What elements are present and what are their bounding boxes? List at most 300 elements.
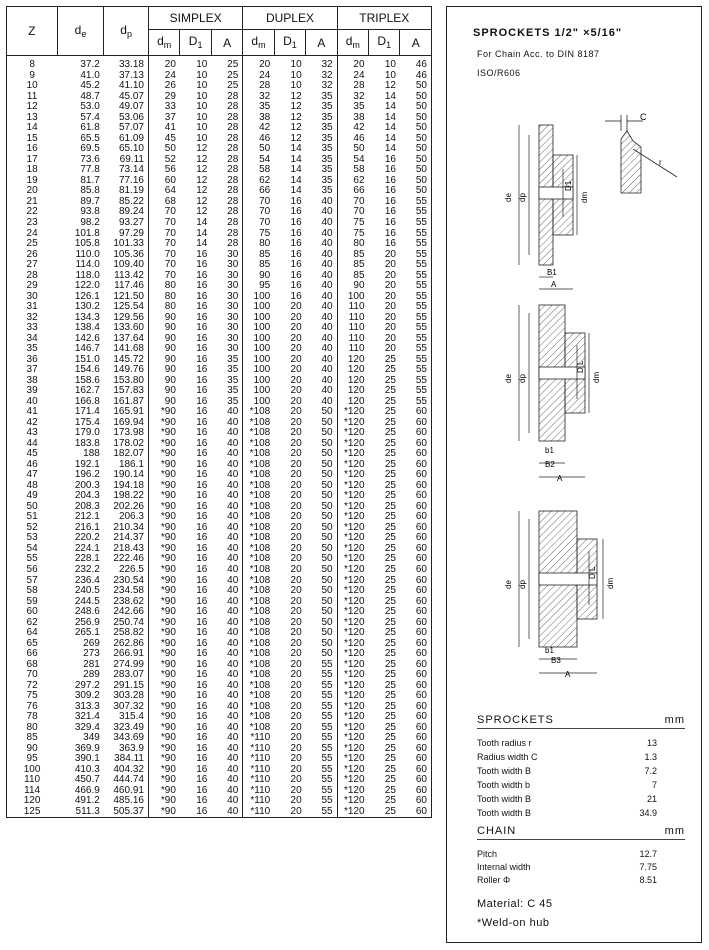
cell-d-d1: 20 [290, 437, 302, 449]
cell-t-dm: 90 [337, 281, 368, 292]
cell-s-dm: *90 [148, 544, 179, 555]
cell-s-dm: 45 [148, 134, 179, 145]
table-row [7, 270, 432, 281]
cell-t-dm: *120 [337, 554, 368, 565]
cell-s-d1: 16 [196, 511, 208, 523]
cell-d-a: 50 [321, 511, 333, 523]
cell-d-dm: 100 [243, 291, 274, 302]
cell-d-dm: *108 [243, 596, 274, 607]
cell-de: 118.0 [75, 269, 100, 281]
cell-d-d1: 20 [290, 385, 302, 397]
cell-dp: 234.58 [113, 585, 144, 597]
cell-d-a: 32 [321, 59, 333, 71]
cell-s-d1: 10 [196, 90, 208, 102]
cell-s-dm: *90 [148, 701, 179, 712]
cell-s-a: 30 [227, 343, 239, 355]
cell-s-d1: 16 [196, 374, 208, 386]
header-simplex-d1: $D_1$ [180, 30, 211, 56]
header-duplex-a: A [306, 30, 337, 56]
cell-de: 256.9 [74, 616, 100, 628]
cell-t-dm: 120 [337, 354, 368, 365]
cell-s-d1: 16 [196, 448, 208, 460]
cell-s-d1: 16 [196, 469, 208, 481]
spec-row [477, 862, 685, 872]
svg-text:D L: D L [588, 566, 597, 579]
cell-d-d1: 20 [290, 500, 302, 512]
cell-z: 14 [26, 122, 38, 134]
cell-t-dm: *120 [337, 533, 368, 544]
cell-t-a: 50 [415, 164, 427, 176]
cell-t-d1: 25 [384, 648, 396, 660]
cell-de: 240.5 [74, 585, 100, 597]
cell-s-d1: 16 [196, 553, 208, 565]
cell-d-dm: *108 [243, 649, 274, 660]
cell-d-d1: 14 [290, 174, 302, 186]
cell-dp: 73.14 [118, 164, 144, 176]
cell-t-dm: 110 [337, 344, 368, 355]
cell-de: 466.9 [74, 784, 100, 796]
cell-s-d1: 16 [196, 679, 208, 691]
cell-t-d1: 25 [384, 742, 396, 754]
table-row [7, 712, 432, 723]
cell-de: 151.0 [74, 353, 100, 365]
cell-d-dm: *108 [243, 502, 274, 513]
cell-z: 75 [26, 690, 38, 702]
table-row [7, 249, 432, 260]
table-row [7, 670, 432, 681]
cell-s-a: 40 [227, 805, 239, 817]
cell-d-dm: *110 [243, 807, 274, 818]
cell-d-dm: *108 [243, 628, 274, 639]
cell-s-dm: 20 [148, 56, 179, 71]
cell-s-d1: 16 [196, 637, 208, 649]
cell-d-a: 40 [321, 311, 333, 323]
cell-s-dm: 70 [148, 260, 179, 271]
cell-t-d1: 16 [384, 153, 396, 165]
cell-d-dm: *108 [243, 617, 274, 628]
cell-d-a: 40 [321, 206, 333, 218]
cell-de: 154.6 [74, 364, 100, 376]
cell-t-dm: 120 [337, 375, 368, 386]
table-row [7, 439, 432, 450]
cell-d-d1: 20 [290, 364, 302, 376]
cell-d-dm: 100 [243, 333, 274, 344]
cell-d-dm: 100 [243, 312, 274, 323]
cell-z: 52 [26, 521, 38, 533]
cell-de: 98.2 [80, 216, 100, 228]
cell-de: 134.3 [74, 311, 100, 323]
cell-t-d1: 25 [384, 385, 396, 397]
cell-d-d1: 20 [290, 753, 302, 765]
cell-z: 9 [29, 69, 35, 81]
cell-s-d1: 16 [196, 532, 208, 544]
cell-de: 162.7 [74, 385, 100, 397]
cell-s-dm: *90 [148, 565, 179, 576]
duplex-sprocket-drawing [504, 305, 601, 483]
cell-d-a: 40 [321, 280, 333, 292]
cell-s-a: 28 [227, 216, 239, 228]
cell-d-a: 50 [321, 648, 333, 660]
cell-d-a: 35 [321, 143, 333, 155]
cell-s-dm: 60 [148, 176, 179, 187]
cell-z: 78 [26, 711, 38, 723]
cell-t-dm: *120 [337, 502, 368, 513]
cell-s-dm: 90 [148, 386, 179, 397]
cell-s-d1: 12 [196, 143, 208, 155]
header-simplex-a: A [211, 30, 242, 56]
cell-t-d1: 25 [384, 406, 396, 418]
cell-t-a: 50 [415, 132, 427, 144]
cell-s-dm: 41 [148, 123, 179, 134]
cell-s-d1: 16 [196, 742, 208, 754]
cell-z: 59 [26, 595, 38, 607]
cell-t-d1: 20 [384, 248, 396, 260]
cell-t-a: 55 [415, 353, 427, 365]
cell-t-dm: 110 [337, 323, 368, 334]
spec-row [477, 738, 685, 748]
svg-text:b1: b1 [545, 646, 554, 655]
table-row [7, 617, 432, 628]
cell-z: 13 [26, 111, 38, 123]
cell-s-dm: 52 [148, 155, 179, 166]
svg-text:b1: b1 [545, 446, 554, 455]
table-row [7, 218, 432, 229]
cell-s-a: 40 [227, 448, 239, 460]
spec-value: 7 [651, 780, 657, 790]
cell-s-dm: *90 [148, 460, 179, 471]
cell-t-a: 55 [415, 364, 427, 376]
cell-z: 24 [26, 227, 38, 239]
cell-t-a: 60 [415, 606, 427, 618]
cell-dp: 129.56 [113, 311, 144, 323]
cell-d-a: 50 [321, 616, 333, 628]
cell-d-dm: 70 [243, 207, 274, 218]
sprocket-dimension-table [6, 6, 432, 818]
cell-t-d1: 25 [384, 700, 396, 712]
cell-s-dm: *90 [148, 638, 179, 649]
cell-s-d1: 16 [196, 458, 208, 470]
cell-s-d1: 10 [196, 59, 208, 71]
cell-z: 46 [26, 458, 38, 470]
header-triplex-d1: $D_1$ [369, 30, 400, 56]
cell-d-a: 35 [321, 101, 333, 113]
cell-s-d1: 16 [196, 542, 208, 554]
weld-on-hub-note: *Weld-on hub [477, 917, 550, 929]
cell-d-d1: 20 [290, 490, 302, 502]
cell-d-dm: *110 [243, 754, 274, 765]
cell-dp: 121.50 [113, 290, 144, 302]
cell-t-d1: 16 [384, 206, 396, 218]
spec-label: Pitch [477, 849, 498, 859]
cell-dp: 384.11 [114, 753, 144, 765]
cell-de: 85.8 [80, 185, 100, 197]
cell-s-dm: *90 [148, 796, 179, 807]
cell-de: 188 [83, 448, 100, 460]
cell-z: 114 [24, 784, 41, 796]
cell-s-a: 40 [227, 721, 239, 733]
cell-t-a: 60 [415, 679, 427, 691]
svg-text:A: A [557, 474, 563, 483]
cell-s-a: 40 [227, 595, 239, 607]
cell-s-dm: *90 [148, 712, 179, 723]
cell-de: 183.8 [74, 437, 100, 449]
cell-t-dm: *120 [337, 659, 368, 670]
cell-d-dm: *108 [243, 491, 274, 502]
cell-s-d1: 16 [196, 732, 208, 744]
cell-dp: 37.13 [118, 69, 144, 81]
cell-t-d1: 14 [384, 111, 396, 123]
table-row [7, 754, 432, 765]
svg-text:de: de [504, 580, 513, 589]
cell-t-dm: *120 [337, 544, 368, 555]
table-row [7, 470, 432, 481]
cell-d-a: 35 [321, 90, 333, 102]
cell-dp: 242.66 [113, 606, 144, 618]
cell-s-dm: *90 [148, 554, 179, 565]
spec-label: Radius width C [477, 752, 538, 762]
cell-z: 58 [26, 585, 38, 597]
cell-t-dm: 24 [337, 71, 368, 82]
cell-dp: 77.16 [118, 174, 144, 186]
cell-de: 269 [83, 637, 100, 649]
cell-s-dm: *90 [148, 765, 179, 776]
tooth-profile-drawing [605, 112, 677, 193]
header-simplex-dm: $d_m$ [148, 30, 179, 56]
cell-z: 41 [26, 406, 38, 418]
cell-d-dm: 85 [243, 260, 274, 271]
cell-z: 18 [26, 164, 38, 176]
cell-s-a: 40 [227, 585, 239, 597]
cell-s-dm: *90 [148, 680, 179, 691]
cell-s-d1: 16 [196, 711, 208, 723]
table-row [7, 775, 432, 786]
table-row [7, 386, 432, 397]
cell-s-a: 35 [227, 364, 239, 376]
cell-t-d1: 25 [384, 511, 396, 523]
cell-de: 122.0 [74, 280, 100, 292]
cell-t-d1: 10 [384, 59, 396, 71]
spec-row [477, 794, 685, 804]
cell-dp: 137.64 [113, 332, 144, 344]
cell-d-a: 55 [321, 690, 333, 702]
cell-t-d1: 25 [384, 479, 396, 491]
cell-d-d1: 16 [290, 238, 302, 250]
table-row [7, 92, 432, 103]
cell-s-a: 28 [227, 143, 239, 155]
header-duplex-d1: $D_1$ [274, 30, 305, 56]
cell-dp: 315.4 [118, 711, 144, 723]
cell-t-d1: 25 [384, 669, 396, 681]
cell-t-a: 60 [415, 742, 427, 754]
table-row [7, 176, 432, 187]
cell-dp: 226.5 [118, 564, 144, 575]
cell-dp: 97.29 [118, 227, 144, 239]
cell-d-a: 55 [321, 774, 333, 786]
table-row [7, 312, 432, 323]
cell-s-d1: 16 [196, 616, 208, 628]
cell-t-dm: 85 [337, 260, 368, 271]
table-row [7, 323, 432, 334]
cell-d-dm: 24 [243, 71, 274, 82]
cell-d-dm: *108 [243, 544, 274, 555]
cell-t-dm: 110 [337, 312, 368, 323]
sprockets-heading: SPROCKETS mm [477, 714, 685, 729]
cell-t-a: 60 [415, 784, 427, 796]
cell-t-d1: 25 [384, 448, 396, 460]
table-row [7, 428, 432, 439]
cell-z: 45 [26, 448, 38, 460]
cell-t-dm: *120 [337, 680, 368, 691]
cell-d-a: 40 [321, 290, 333, 302]
cell-de: 146.7 [74, 343, 100, 355]
cell-t-d1: 25 [384, 606, 396, 618]
cell-s-dm: *90 [148, 470, 179, 481]
cell-t-dm: 66 [337, 186, 368, 197]
table-row [7, 365, 432, 376]
cell-t-d1: 25 [384, 500, 396, 512]
cell-z: 51 [26, 511, 38, 523]
cell-t-d1: 12 [384, 80, 396, 92]
cell-s-a: 40 [227, 679, 239, 691]
cell-d-dm: 62 [243, 176, 274, 187]
cell-d-d1: 20 [290, 805, 302, 817]
cell-s-a: 28 [227, 174, 239, 186]
cell-d-d1: 20 [290, 469, 302, 481]
cell-d-d1: 20 [290, 711, 302, 723]
cell-s-a: 35 [227, 374, 239, 386]
cell-z: 16 [26, 143, 38, 155]
cell-dp: 363.9 [118, 742, 144, 754]
cell-t-dm: *120 [337, 596, 368, 607]
cell-de: 101.8 [74, 227, 100, 239]
cell-t-a: 46 [415, 59, 427, 71]
cell-t-d1: 25 [384, 458, 396, 470]
cell-dp: 222.46 [113, 553, 144, 565]
cell-d-d1: 16 [290, 206, 302, 218]
cell-t-a: 60 [415, 711, 427, 723]
cell-s-a: 40 [227, 732, 239, 744]
cell-s-dm: *90 [148, 533, 179, 544]
cell-t-a: 55 [415, 195, 427, 207]
cell-z: 100 [23, 763, 41, 775]
cell-dp: 505.37 [113, 805, 144, 817]
cell-d-d1: 14 [290, 143, 302, 155]
cell-z: 50 [26, 500, 38, 512]
cell-dp: 89.24 [118, 206, 144, 218]
cell-d-d1: 20 [290, 669, 302, 681]
cell-s-d1: 16 [196, 595, 208, 607]
spec-row [477, 752, 685, 762]
svg-text:A: A [565, 670, 571, 679]
table-row [7, 554, 432, 565]
cell-t-a: 55 [415, 269, 427, 281]
cell-t-d1: 20 [384, 280, 396, 292]
cell-de: 410.3 [74, 763, 100, 775]
table-row [7, 481, 432, 492]
cell-t-d1: 25 [384, 374, 396, 386]
cell-s-d1: 16 [196, 353, 208, 365]
cell-t-dm: *120 [337, 722, 368, 733]
cell-d-d1: 20 [290, 479, 302, 491]
cell-d-dm: *108 [243, 439, 274, 450]
cell-dp: 218.43 [113, 542, 144, 554]
cell-dp: 53.06 [118, 111, 144, 123]
cell-t-dm: *120 [337, 439, 368, 450]
cell-d-dm: 100 [243, 375, 274, 386]
table-row [7, 123, 432, 134]
spec-row [477, 766, 685, 776]
cell-d-a: 40 [321, 343, 333, 355]
cell-t-d1: 25 [384, 542, 396, 554]
cell-s-a: 28 [227, 122, 239, 134]
cell-s-d1: 10 [196, 101, 208, 113]
cell-d-dm: 85 [243, 249, 274, 260]
cell-dp: 61.09 [118, 132, 144, 144]
cell-d-a: 35 [321, 164, 333, 176]
cell-d-a: 55 [321, 679, 333, 691]
cell-de: 53.0 [80, 101, 100, 113]
cell-s-d1: 16 [196, 763, 208, 775]
cell-s-d1: 16 [196, 479, 208, 491]
table-row [7, 207, 432, 218]
cell-d-d1: 20 [290, 343, 302, 355]
cell-t-dm: *120 [337, 765, 368, 776]
cell-d-a: 50 [321, 627, 333, 639]
cell-d-dm: *108 [243, 449, 274, 460]
cell-t-dm: *120 [337, 449, 368, 460]
cell-s-d1: 14 [196, 238, 208, 250]
cell-t-dm: *120 [337, 617, 368, 628]
cell-de: 491.2 [74, 795, 100, 807]
cell-t-d1: 25 [384, 532, 396, 544]
table-row [7, 375, 432, 386]
cell-s-a: 40 [227, 574, 239, 586]
cell-s-a: 40 [227, 406, 239, 418]
cell-s-d1: 16 [196, 795, 208, 807]
cell-d-a: 40 [321, 301, 333, 313]
spec-value: 7.75 [639, 862, 657, 872]
cell-s-dm: 80 [148, 291, 179, 302]
cell-t-d1: 25 [384, 774, 396, 786]
cell-dp: 41.10 [118, 80, 144, 92]
cell-d-d1: 20 [290, 395, 302, 407]
cell-dp: 291.15 [113, 679, 144, 691]
cell-d-d1: 20 [290, 637, 302, 649]
cell-s-dm: *90 [148, 523, 179, 534]
cell-z: 56 [26, 564, 38, 575]
cell-t-dm: *120 [337, 744, 368, 755]
cell-de: 114.0 [75, 259, 100, 271]
cell-t-d1: 10 [384, 69, 396, 81]
cell-s-dm: *90 [148, 649, 179, 660]
cell-s-a: 40 [227, 532, 239, 544]
cell-de: 138.4 [74, 322, 100, 334]
cell-d-dm: *108 [243, 680, 274, 691]
cell-t-a: 55 [415, 343, 427, 355]
cell-s-a: 30 [227, 280, 239, 292]
cell-t-a: 60 [415, 753, 427, 765]
cell-d-a: 55 [321, 753, 333, 765]
cell-s-dm: *90 [148, 807, 179, 818]
cell-t-dm: 62 [337, 176, 368, 187]
cell-t-dm: *120 [337, 512, 368, 523]
header-simplex: SIMPLEX [148, 7, 242, 30]
cell-t-d1: 25 [384, 521, 396, 533]
cell-t-a: 50 [415, 90, 427, 102]
cell-d-dm: *108 [243, 701, 274, 712]
cell-s-d1: 12 [196, 195, 208, 207]
cell-d-a: 50 [321, 574, 333, 586]
